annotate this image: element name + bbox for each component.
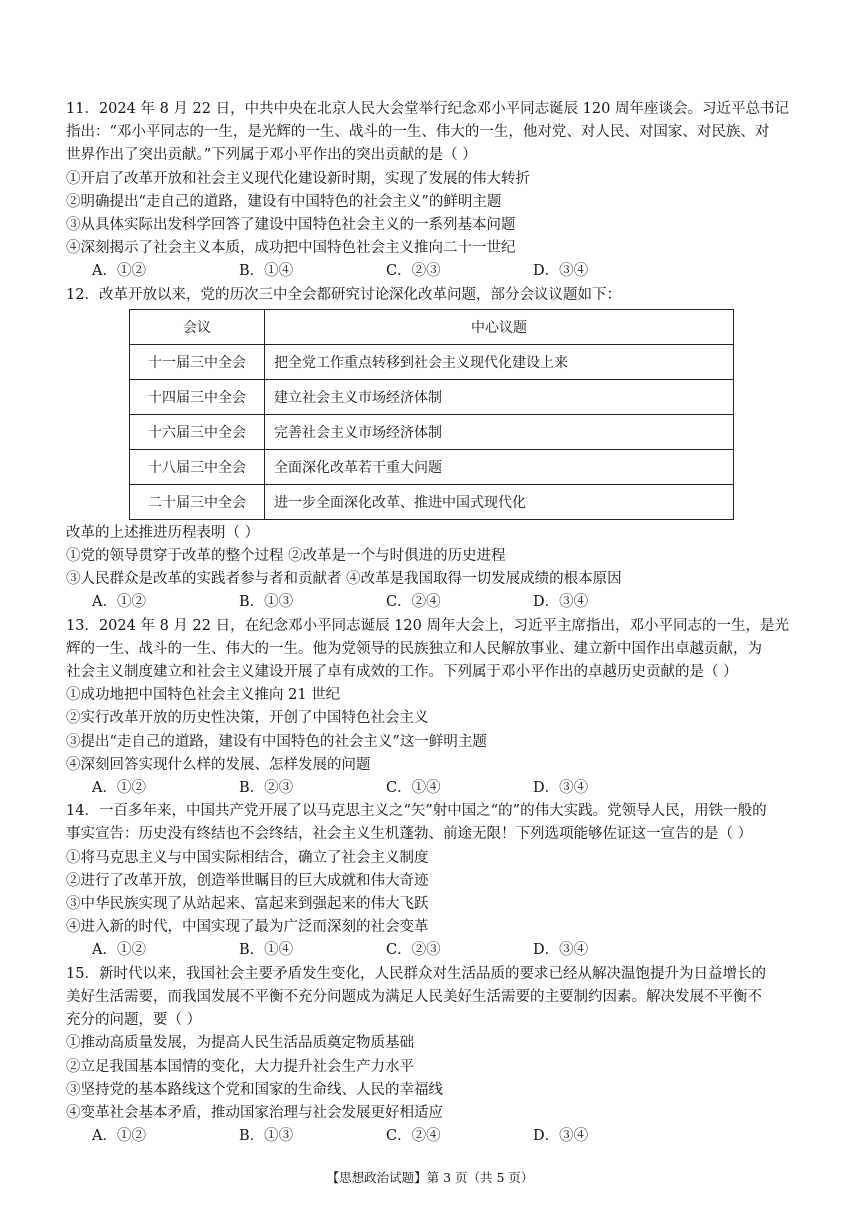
- statement: ④深刻揭示了社会主义本质，成功把中国特色社会主义推向二十一世纪: [66, 240, 516, 257]
- option-b[interactable]: B．②③: [239, 780, 294, 797]
- option-a[interactable]: A．①②: [92, 1128, 146, 1145]
- exam-page: [66, 98, 800, 1148]
- question-stem: 12．改革开放以来，党的历次三中全会都研究讨论深化改革问题，部分会议议题如下：: [66, 286, 621, 303]
- table-cell-meeting: 十六届三中全会: [130, 414, 265, 449]
- table-header-row: [130, 309, 734, 344]
- question-stem: 社会主义制度建立和社会主义建设开展了卓有成效的工作。下列属于邓小平作出的卓越历史贡献的是（ ）: [66, 664, 738, 681]
- table-cell-meeting: 十一届三中全会: [130, 344, 265, 379]
- table-row: [130, 379, 734, 414]
- option-b[interactable]: B．①③: [239, 594, 294, 611]
- statement: ④进入新的时代，中国实现了最为广泛而深刻的社会变革: [66, 919, 429, 936]
- answer-options: [92, 777, 800, 800]
- statement: ②进行了改革开放，创造举世瞩目的巨大成就和伟大奇迹: [66, 872, 429, 889]
- option-d[interactable]: D．③④: [533, 1128, 589, 1145]
- meeting-topics-table: [129, 309, 734, 520]
- option-c[interactable]: C．②③: [386, 263, 441, 280]
- answer-options: [92, 1125, 800, 1148]
- question-stem: 改革的上述推进历程表明（ ）: [66, 524, 260, 541]
- statement: ④深刻回答实现什么样的发展、怎样发展的问题: [66, 756, 371, 773]
- statement: ③人民群众是改革的实践者参与者和贡献者 ④改革是我国取得一切发展成绩的根本原因: [66, 571, 622, 588]
- answer-options: [92, 260, 800, 283]
- question-14: [66, 800, 800, 962]
- statement: ③坚持党的基本路线这个党和国家的生命线、人民的幸福线: [66, 1081, 443, 1098]
- option-c[interactable]: C．②③: [386, 942, 441, 959]
- statement: ③从具体实际出发科学回答了建设中国特色社会主义的一系列基本问题: [66, 217, 516, 234]
- statement: ①将马克思主义与中国实际相结合，确立了社会主义制度: [66, 849, 429, 866]
- question-stem: 充分的问题，要（ ）: [66, 1012, 202, 1029]
- table-cell-topic: 进一步全面深化改革、推进中国式现代化: [265, 484, 734, 519]
- table-cell-meeting: 十四届三中全会: [130, 379, 265, 414]
- table-row: [130, 484, 734, 519]
- question-stem: 14．一百多年来，中国共产党开展了以马克思主义之“矢”射中国之“的”的伟大实践。党领导人民，用铁一般的: [66, 803, 767, 820]
- table-row: [130, 449, 734, 484]
- statement: ③提出“走自己的道路，建设有中国特色的社会主义”这一鲜明主题: [66, 733, 487, 750]
- question-11: [66, 98, 800, 284]
- statement: ①成功地把中国特色社会主义推向 21 世纪: [66, 687, 341, 704]
- table-header-meeting: 会议: [130, 309, 265, 344]
- option-c[interactable]: C．①④: [386, 780, 441, 797]
- table-row: [130, 414, 734, 449]
- option-c[interactable]: C．②④: [386, 1128, 441, 1145]
- option-a[interactable]: A．①②: [92, 263, 146, 280]
- option-c[interactable]: C．②④: [386, 594, 441, 611]
- question-stem: 指出：“邓小平同志的一生，是光辉的一生、战斗的一生、伟大的一生，他对党、对人民、对国家、对民族、对: [66, 124, 770, 141]
- question-stem: 13．2024 年 8 月 22 日，在纪念邓小平同志诞辰 120 周年大会上，习近平主席指出，邓小平同志的一生，是光: [66, 617, 789, 634]
- option-d[interactable]: D．③④: [533, 263, 589, 280]
- option-d[interactable]: D．③④: [533, 780, 589, 797]
- option-a[interactable]: A．①②: [92, 942, 146, 959]
- statement: ①推动高质量发展，为提高人民生活品质奠定物质基础: [66, 1035, 414, 1052]
- question-stem: 美好生活需要，而我国发展不平衡不充分问题成为满足人民美好生活需要的主要制约因素。解决发展不平衡不: [66, 988, 762, 1005]
- table-cell-meeting: 十八届三中全会: [130, 449, 265, 484]
- statement: ①开启了改革开放和社会主义现代化建设新时期，实现了发展的伟大转折: [66, 170, 530, 187]
- table-cell-topic: 完善社会主义市场经济体制: [265, 414, 734, 449]
- question-stem: 辉的一生、战斗的一生、伟大的一生。他为党领导的民族独立和人民解放事业、建立新中国作出卓越贡献，为: [66, 640, 762, 657]
- table-cell-topic: 把全党工作重点转移到社会主义现代化建设上来: [265, 344, 734, 379]
- option-a[interactable]: A．①②: [92, 594, 146, 611]
- option-b[interactable]: B．①③: [239, 1128, 294, 1145]
- table-cell-topic: 全面深化改革若干重大问题: [265, 449, 734, 484]
- question-13: [66, 615, 800, 801]
- answer-options: [92, 591, 800, 614]
- statement: ①党的领导贯穿于改革的整个过程 ②改革是一个与时俱进的历史进程: [66, 548, 506, 565]
- question-stem: 15．新时代以来，我国社会主要矛盾发生变化，人民群众对生活品质的要求已经从解决温饱提升为日益增长的: [66, 965, 766, 982]
- statement: ④变革社会基本矛盾，推动国家治理与社会发展更好相适应: [66, 1104, 443, 1121]
- option-b[interactable]: B．①④: [239, 942, 294, 959]
- table-cell-topic: 建立社会主义市场经济体制: [265, 379, 734, 414]
- question-stem: 世界作出了突出贡献。”下列属于邓小平作出的突出贡献的是（ ）: [66, 147, 477, 164]
- statement: ②明确提出“走自己的道路，建设有中国特色的社会主义”的鲜明主题: [66, 193, 502, 210]
- table-cell-meeting: 二十届三中全会: [130, 484, 265, 519]
- table-header-topic: 中心议题: [265, 309, 734, 344]
- statement: ③中华民族实现了从站起来、富起来到强起来的伟大飞跃: [66, 896, 429, 913]
- question-stem: 11．2024 年 8 月 22 日，中共中央在北京人民大会堂举行纪念邓小平同志诞辰 120 周年座谈会。习近平总书记: [66, 101, 789, 117]
- question-15: [66, 963, 800, 1149]
- option-d[interactable]: D．③④: [533, 594, 589, 611]
- statement: ②立足我国基本国情的变化，大力提升社会生产力水平: [66, 1058, 414, 1075]
- page-footer: 【思想政治试题】第 3 页（共 5 页）: [326, 1170, 534, 1185]
- option-b[interactable]: B．①④: [239, 263, 294, 280]
- statement: ②实行改革开放的历史性决策，开创了中国特色社会主义: [66, 710, 429, 727]
- option-d[interactable]: D．③④: [533, 942, 589, 959]
- question-12: [66, 284, 800, 615]
- option-a[interactable]: A．①②: [92, 780, 146, 797]
- table-row: [130, 344, 734, 379]
- question-stem: 事实宣告：历史没有终结也不会终结，社会主义生机蓬勃、前途无限！下列选项能够佐证这一宣告的是（ ）: [66, 826, 753, 843]
- answer-options: [92, 939, 800, 962]
